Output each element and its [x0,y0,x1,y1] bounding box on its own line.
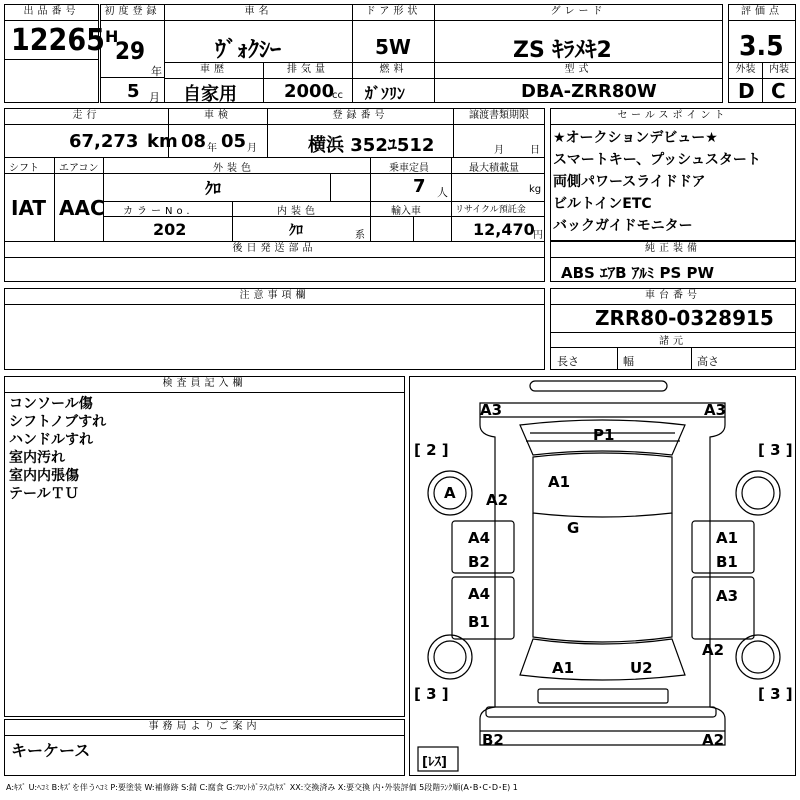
damage-mark: P1 [593,426,615,444]
history: 自家用 [183,84,237,105]
capacity-label: 乗車定員 [389,163,429,174]
score: 3.5 [739,29,784,62]
sales-point: スマートキー、プッシュスタート [553,152,761,168]
int-color-label: 内装色 [277,206,319,217]
damage-mark: A2 [702,641,725,659]
sales-point: 両側パワースライドドア [553,174,706,190]
inspector-notes [9,395,106,503]
shift-label: シフト [9,163,39,174]
ac-label: エアコン [59,163,99,174]
inspector-note: 室内内張傷 [9,468,79,484]
recycle-label: リサイクル預託金 [455,205,526,215]
body-outline [480,403,725,745]
first-registration-label: 初度登録 [101,5,164,21]
era: H [105,27,119,46]
inspection-label: 車検 [169,109,267,125]
sales-points-title: セールスポイント [551,109,795,125]
equipment: ABS ｴｱB ｱﾙﾐ PS PW [561,264,715,282]
inspector-title: 検査員記入欄 [5,377,404,393]
fuel-cell [352,62,435,103]
bracket-rear-right: [ 3 ] [758,685,793,703]
chassis-box [550,288,796,370]
color-number-label: カラーNo. [123,206,194,217]
damage-mark: A4 [468,585,491,603]
mileage: 67,273 [69,131,139,152]
bracket-rear-left: [ 3 ] [414,685,449,703]
damage-mark: A3 [704,401,727,419]
car-diagram [410,377,795,775]
cabin-outline [533,513,672,642]
damage-mark: B1 [716,553,738,571]
model: DBA-ZRR80W [521,81,657,102]
ext-color-label: 外装色 [213,163,255,174]
fuel-label: 燃料 [353,63,434,79]
recycle-unit: 円 [533,230,543,241]
door-label: ドア形状 [353,5,434,21]
history-cell [164,62,264,103]
damage-mark: A3 [716,587,739,605]
office-note: キーケース [11,741,91,760]
inspection-year: 08 [181,131,207,152]
damage-mark: A2 [486,491,509,509]
sales-point: バックガイドモニター [553,218,693,234]
later-parts-label: 後日発送部品 [5,242,544,258]
exterior-score: D [738,79,755,103]
load-label: 最大積載量 [469,163,519,174]
car-name: ｳﾞｫｸｼｰ [215,38,282,63]
inspection-year-unit: 年 [207,143,217,154]
history-label: 車歴 [165,63,263,79]
inspection-month: 05 [221,131,247,152]
capacity-unit: 人 [437,186,448,199]
displacement-unit: cc [332,90,343,101]
damage-mark: B2 [468,553,490,571]
recycle-fee: 12,470 [473,220,535,239]
interior-score: C [771,79,786,103]
bracket-spare: [ﾚｽ] [422,755,447,770]
door-type: 5W [375,35,411,59]
damage-mark: A [444,484,456,502]
equipment-box [550,241,796,282]
equipment-title: 純正装備 [551,242,795,258]
sales-points-list [553,127,761,237]
length-label: 長さ [557,355,579,368]
chassis-number: ZRR80-0328915 [595,306,774,330]
notes-box [4,288,545,370]
mileage-cell [4,108,178,158]
month-unit: 月 [149,91,160,104]
plate-cell [267,108,454,158]
capacity: 7 [413,176,426,197]
damage-mark: U2 [630,659,653,677]
notes-title: 注意事項欄 [5,289,544,305]
import-label: 輸入車 [391,206,421,217]
first-registration-cell [100,4,165,103]
lot-number-label: 出品番号 [5,5,98,21]
damage-mark: B2 [482,731,504,749]
inspector-note: テールＴＵ [9,486,79,502]
damage-mark: B1 [468,613,490,631]
rear-bumper-bar [538,689,668,703]
office-title: 事務局よりご案内 [5,720,404,736]
damage-mark: A4 [468,529,491,547]
office-box [4,719,405,776]
score-label: 評価点 [729,5,795,21]
inspector-box [4,376,405,717]
color-number: 202 [153,220,187,239]
transfer-deadline-cell [453,108,545,158]
exterior-score-cell [728,62,763,103]
year-unit: 年 [151,65,162,78]
rear-window [520,639,685,680]
inspector-note: ハンドルすれ [9,432,93,448]
bracket-front-left: [ 2 ] [414,441,449,459]
inspector-note: 室内汚れ [9,450,65,466]
displacement: 2000 [284,81,335,102]
inspector-note: コンソール傷 [9,396,93,412]
interior-label: 内装 [763,63,795,79]
displacement-cell [263,62,353,103]
lot-number: 12265 [11,23,105,58]
plate-number: 横浜 352ﾕ512 [308,135,435,156]
rear-left-tire-inner [434,641,466,673]
int-color: ｸﾛ [289,223,303,239]
damage-mark: A3 [480,401,503,419]
load-unit: kg [529,184,542,195]
registration-year: 29 [115,37,146,65]
legend: A:ｷｽﾞ U:ﾍｺﾐ B:ｷｽﾞを伴うﾍｺﾐ P:要塗装 W:補修跡 S:錆 C:腐食 G:ﾌﾛﾝﾄｶﾞﾗｽ点ｷｽﾞ XX:交換済み X:要交換 内･外装評価 5段階ﾗﾝｸ順(A･B･C･D･E) 1 [6,783,518,792]
specs-block [4,157,545,242]
car-name-label: 車名 [165,5,352,21]
inspection-cell [168,108,268,158]
ext-color: ｸﾛ [205,179,222,198]
inspection-month-unit: 月 [247,143,257,154]
mileage-unit: km [147,131,178,152]
chassis-title: 車台番号 [551,289,795,305]
int-color-unit: 系 [355,230,365,241]
shift: IAT [11,196,47,220]
rear-bottom-bar [486,707,716,717]
sales-points-box [550,108,796,241]
air-conditioner: AAC [59,196,105,220]
damage-mark: A1 [552,659,575,677]
model-cell [434,62,723,103]
front-right-tire-inner [742,477,774,509]
height-label: 高さ [697,355,719,368]
damage-mark: A1 [548,473,571,491]
transfer-day-unit: 日 [530,145,540,156]
transfer-deadline-label: 譲渡書類期限 [454,109,544,125]
front-bumper-bar [530,381,667,391]
lot-number-cell [4,4,105,60]
exterior-label: 外装 [729,63,762,79]
lot-blank-cell [4,59,99,103]
grade: ZS ｷﾗﾒｷ2 [513,38,612,63]
sales-point: ビルトインETC [553,196,652,212]
damage-mark: G [567,519,580,537]
inspector-note: シフトノブすれ [9,414,107,430]
model-label: 型式 [435,63,722,79]
bracket-front-right: [ 3 ] [758,441,793,459]
fuel: ｶﾞｿﾘﾝ [365,84,406,103]
interior-score-cell [762,62,796,103]
transfer-month-unit: 月 [494,145,504,156]
rear-right-tire-inner [742,641,774,673]
car-diagram-box [409,376,796,776]
registration-month: 5 [127,81,140,102]
later-parts-cell [4,241,545,282]
plate-label: 登録番号 [268,109,453,125]
dims-title: 諸元 [659,336,687,347]
displacement-label: 排気量 [264,63,352,79]
width-label: 幅 [623,355,634,368]
sales-point: ★オークションデビュー★ [553,130,718,146]
mileage-label: 走行 [5,109,168,125]
damage-mark: A1 [716,529,739,547]
damage-mark: A2 [702,731,725,749]
grade-label: グレード [435,5,722,21]
